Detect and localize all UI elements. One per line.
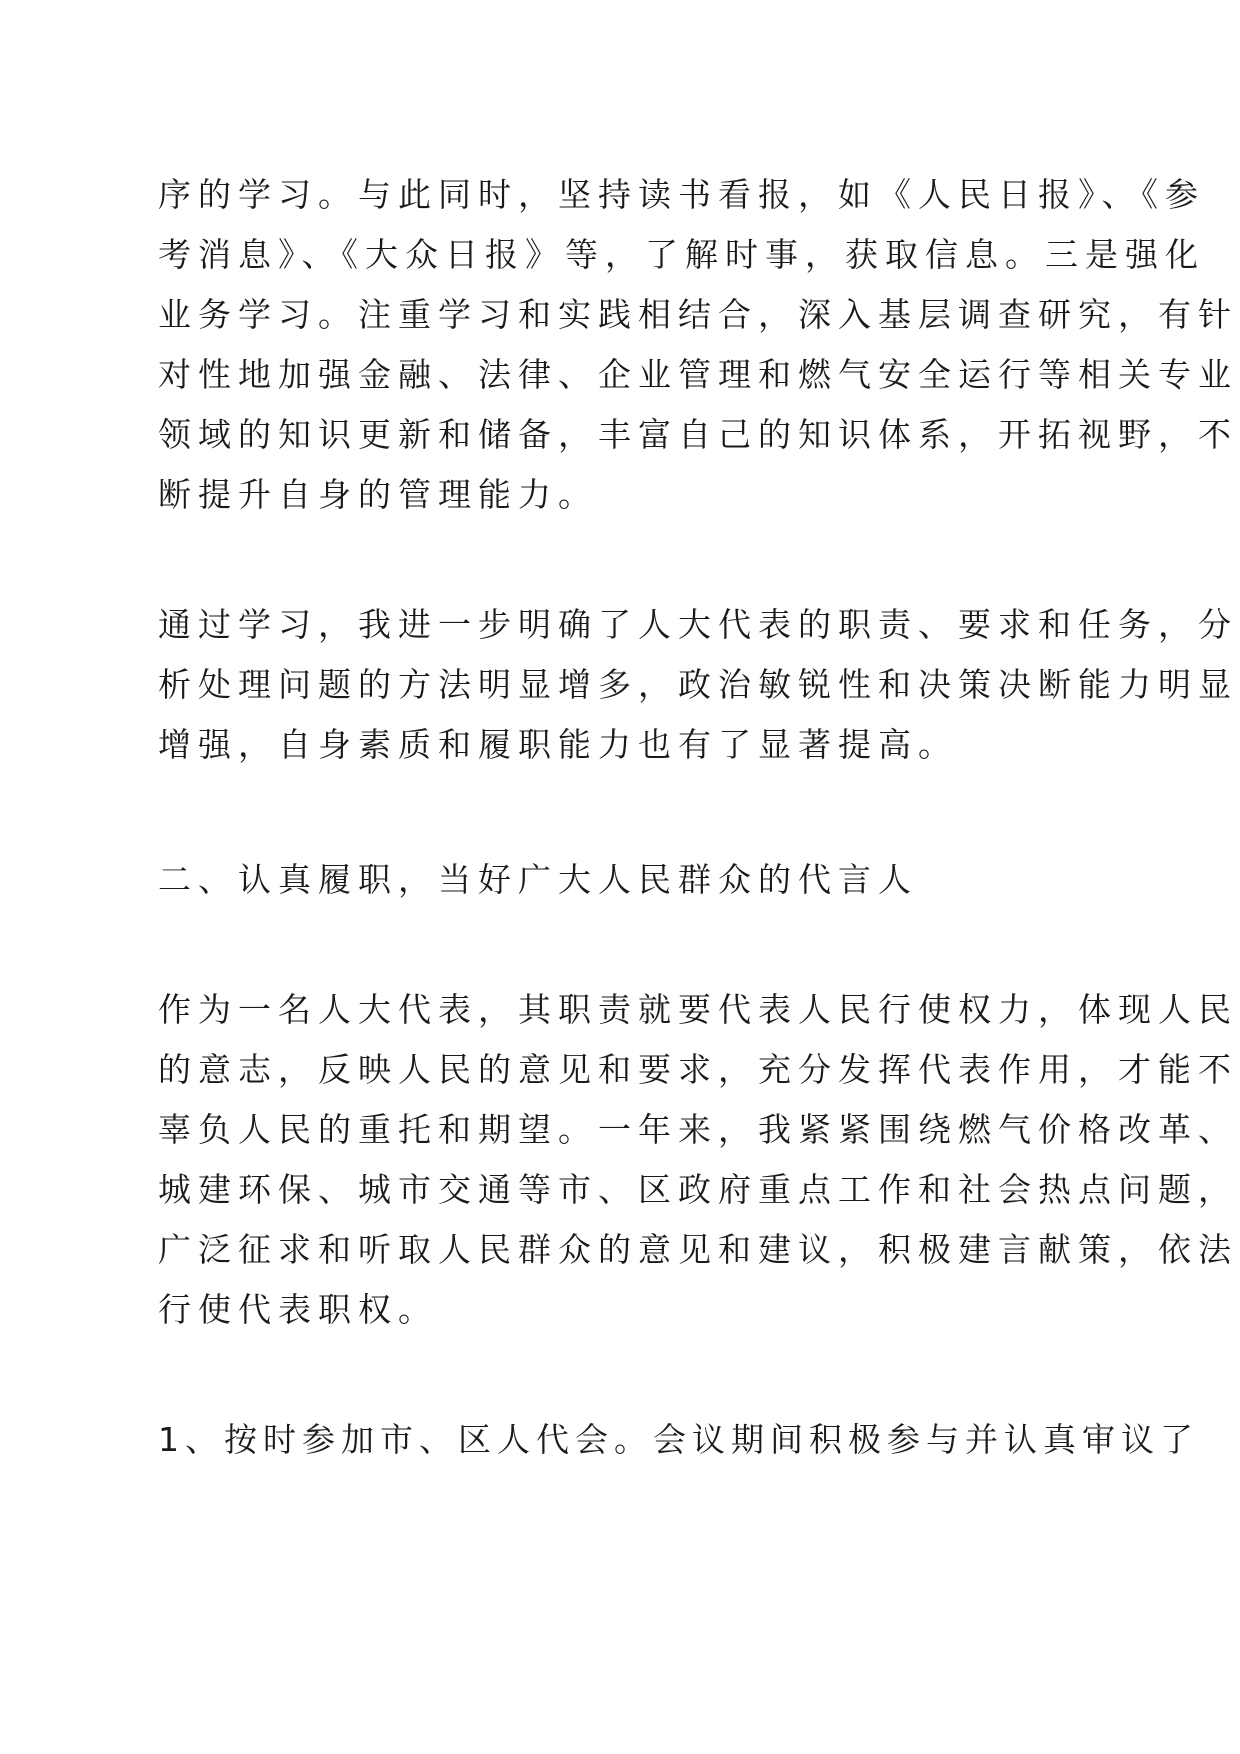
text-line: 行使代表职权。 [158, 1290, 438, 1329]
text-line: 城建环保、城市交通等市、区政府重点工作和社会热点问题， [158, 1170, 1238, 1209]
text-line: 考消息》、《大众日报》等，了解时事，获取信息。三是强化 [158, 235, 1205, 274]
text-line: 通过学习，我进一步明确了人大代表的职责、要求和任务，分 [158, 605, 1238, 644]
text-line: 析处理问题的方法明显增多，政治敏锐性和决策决断能力明显 [158, 665, 1238, 704]
heading-line: 二、认真履职，当好广大人民群众的代言人 [158, 860, 918, 899]
text-line: 序的学习。与此同时，坚持读书看报，如《人民日报》、《参 [158, 175, 1205, 214]
text-line: 的意志，反映人民的意见和要求，充分发挥代表作用，才能不 [158, 1050, 1238, 1089]
text-line: 辜负人民的重托和期望。一年来，我紧紧围绕燃气价格改革、 [158, 1110, 1238, 1149]
text-line: 业务学习。注重学习和实践相结合，深入基层调查研究，有针 [158, 295, 1238, 334]
text-line: 对性地加强金融、法律、企业管理和燃气安全运行等相关专业 [158, 355, 1238, 394]
text-line: 领域的知识更新和储备，丰富自己的知识体系，开拓视野，不 [158, 415, 1238, 454]
text-line: 作为一名人大代表，其职责就要代表人民行使权力，体现人民 [158, 990, 1238, 1029]
text-line: 广泛征求和听取人民群众的意见和建议，积极建言献策，依法 [158, 1230, 1238, 1269]
text-line: 增强，自身素质和履职能力也有了显著提高。 [158, 725, 958, 764]
text-line: 断提升自身的管理能力。 [158, 475, 598, 514]
text-line: 1、按时参加市、区人代会。会议期间积极参与并认真审议了 [158, 1420, 1199, 1459]
